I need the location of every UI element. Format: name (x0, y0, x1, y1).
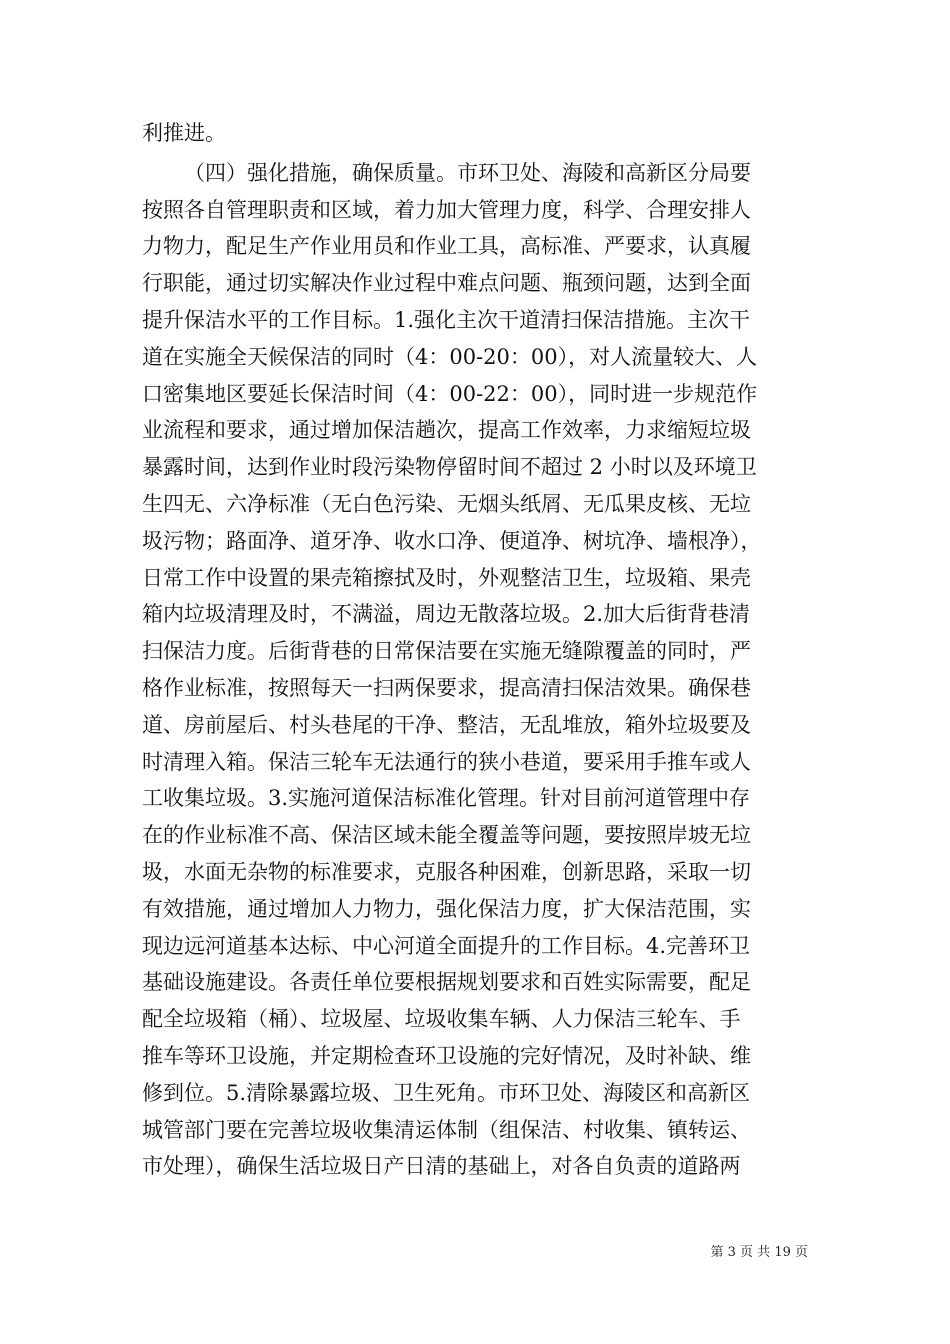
text-line: 圾，水面无杂物的标准要求，克服各种困难，创新思路，采取一切 (142, 860, 751, 884)
text-line: 在的作业标准不高、保洁区域未能全覆盖等问题，要按照岸坡无垃 (142, 823, 751, 847)
text-line: 有效措施，通过增加人力物力，强化保洁力度，扩大保洁范围，实 (142, 897, 751, 921)
text-line: 生四无、六净标准（无白色污染、无烟头纸屑、无瓜果皮核、无垃 (142, 492, 751, 516)
text-line: 行职能，通过切实解决作业过程中难点问题、瓶颈问题，达到全面 (142, 271, 751, 295)
text-line: 扫保洁力度。后街背巷的日常保洁要在实施无缝隙覆盖的同时，严 (142, 639, 751, 663)
text-line: 工收集垃圾。3.实施河道保洁标准化管理。针对目前河道管理中存 (142, 786, 751, 810)
text-line: 提升保洁水平的工作目标。1.强化主次干道清扫保洁措施。主次干 (142, 308, 751, 332)
text-line: 业流程和要求，通过增加保洁趟次，提高工作效率，力求缩短垃圾 (142, 418, 751, 442)
page-number-footer: 第 3 页 共 19 页 (710, 1245, 808, 1260)
text-line: 暴露时间，达到作业时段污染物停留时间不超过 2 小时以及环境卫 (142, 455, 757, 479)
paragraph-heading-line: （四）强化措施，确保质量。市环卫处、海陵和高新区分局要 (184, 161, 751, 185)
text-line: 道在实施全天候保洁的同时（4：00-20：00），对人流量较大、人 (142, 345, 758, 369)
text-line: 配全垃圾箱（桶）、垃圾屋、垃圾收集车辆、人力保洁三轮车、手 (142, 1007, 741, 1031)
text-line: 推车等环卫设施，并定期检查环卫设施的完好情况，及时补缺、维 (142, 1044, 751, 1068)
text-line: 日常工作中设置的果壳箱擦拭及时，外观整洁卫生，垃圾箱、果壳 (142, 566, 751, 590)
text-line: 城管部门要在完善垃圾收集清运体制（组保洁、村收集、镇转运、 (142, 1118, 751, 1142)
text-line: 道、房前屋后、村头巷尾的干净、整洁，无乱堆放，箱外垃圾要及 (142, 713, 751, 737)
text-line: 市处理），确保生活垃圾日产日清的基础上，对各自负责的道路两 (142, 1154, 741, 1178)
text-line: 力物力，配足生产作业用员和作业工具，高标准、严要求，认真履 (142, 234, 751, 258)
text-line: 修到位。5.清除暴露垃圾、卫生死角。市环卫处、海陵区和高新区 (142, 1081, 751, 1105)
text-line: 格作业标准，按照每天一扫两保要求，提高清扫保洁效果。确保巷 (142, 676, 751, 700)
text-line: 按照各自管理职责和区域，着力加大管理力度，科学、合理安排人 (142, 198, 751, 222)
text-line: 基础设施建设。各责任单位要根据规划要求和百姓实际需要，配足 (142, 970, 751, 994)
text-line: 利推进。 (142, 121, 226, 145)
text-line: 箱内垃圾清理及时，不满溢，周边无散落垃圾。2.加大后街背巷清 (142, 602, 751, 626)
text-line: 时清理入箱。保洁三轮车无法通行的狭小巷道，要采用手推车或人 (142, 750, 751, 774)
text-line: 口密集地区要延长保洁时间（4：00-22：00），同时进一步规范作 (142, 382, 758, 406)
text-line: 圾污物；路面净、道牙净、收水口净、便道净、树坑净、墙根净）， (142, 529, 762, 553)
text-line: 现边远河道基本达标、中心河道全面提升的工作目标。4.完善环卫 (142, 934, 751, 958)
